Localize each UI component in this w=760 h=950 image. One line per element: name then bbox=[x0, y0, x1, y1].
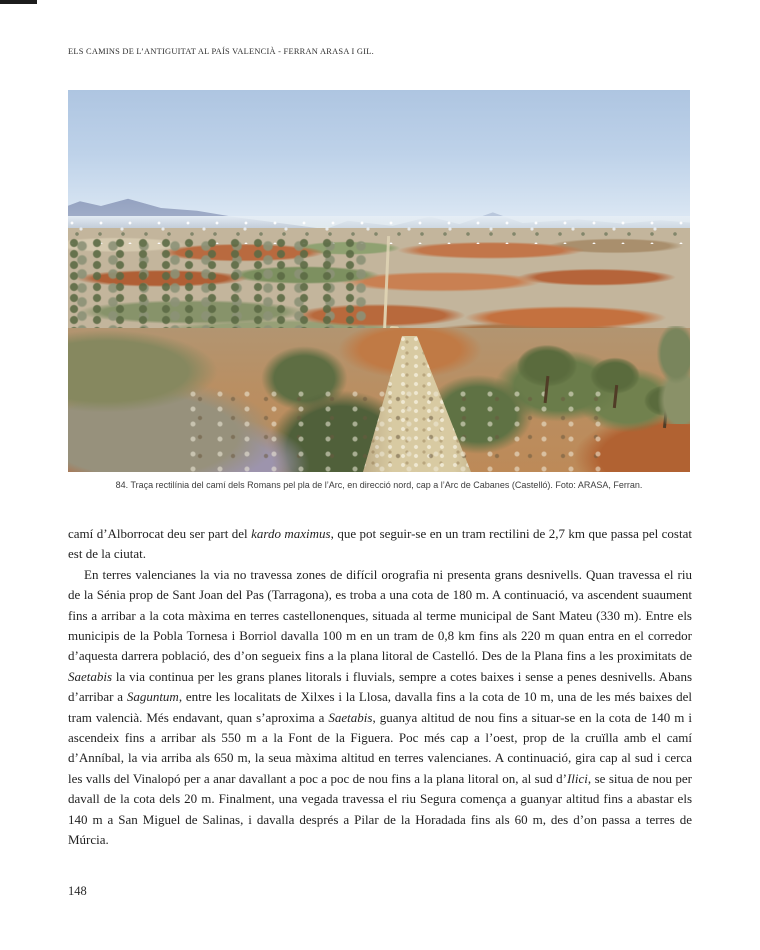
page-number: 148 bbox=[68, 884, 87, 898]
body-text bbox=[68, 524, 692, 851]
running-head: ELS CAMINS DE L’ANTIGUITAT AL PAÍS VALENCIÀ - FERRAN ARASA I GIL. bbox=[68, 47, 374, 56]
photo-shrubs-right bbox=[651, 326, 690, 424]
scan-edge-artifact bbox=[0, 0, 37, 4]
photo-tree bbox=[508, 343, 586, 403]
figure-caption: 84. Traça rectilínia del camí dels Romans pel pla de l’Arc, en direcció nord, cap a l’Arc de Cabanes (Castelló). Foto: ARASA, Ferran. bbox=[115, 480, 643, 490]
paragraph: En terres valencianes la via no travessa zones de difícil orografia ni presenta grans desnivells. Quan travessa el riu de la Sénia prop de Sant Joan del Pas (Tarragona), es troba a una cota de 180 m. A continuació, va ascendent suaument fins a arribar a la cota màxima en terres castellonenques, situada al terme municipal de Sant Mateu (330 m). Entre els municipis de la Pobla Tornesa i Borriol davalla 100 m en un tram de 0,8 km fins als 220 m quan entra en el corredor d’aquesta darrera població, des d’on segueix fins a la plana litoral de Castelló. Des de la Plana fins a les proximitats de Saetabis la via continua per les grans planes litorals i fluvials, sempre a cotes baixes i sense a penes desnivells. Abans d’arribar a Saguntum, entre les localitats de Xilxes i la Llosa, davalla fins a la cota de 10 m, una de les més baixes del tram valencià. Més endavant, quan s’aproxima a Saetabis, guanya altitud de nou fins a situar-se en la cota de 140 m i ascendeix fins a arribar als 550 m a la Font de la Figuera. Poc més cap a l’oest, prop de la cruïlla amb el camí d’Anníbal, la via arriba als 650 m, la seua màxima altitud en terres valencianes. A continuació, gira cap al sud i cerca les valls del Vinalopó per a anar davallant a poc a poc de nou fins a la plana litoral on, al sud d’Ilici, se situa de nou per davall de la cota dels 20 m. Finalment, una vegada travessa el riu Segura comença a guanyar altitud fins a abastar els 140 m a San Miguel de Salinas, i davalla després a Pilar de la Horadada fins als 60 m, des d’on passa a terres de Múrcia. bbox=[68, 566, 692, 848]
landscape-photo bbox=[68, 90, 690, 472]
paragraph-continuation: camí d’Alborrocat deu ser part del kardo maximus, que pot seguir-se en un tram rectilini de 2,7 km que passa pel costat est de la ciutat. bbox=[68, 526, 692, 562]
photo-scrub-left bbox=[68, 238, 368, 334]
